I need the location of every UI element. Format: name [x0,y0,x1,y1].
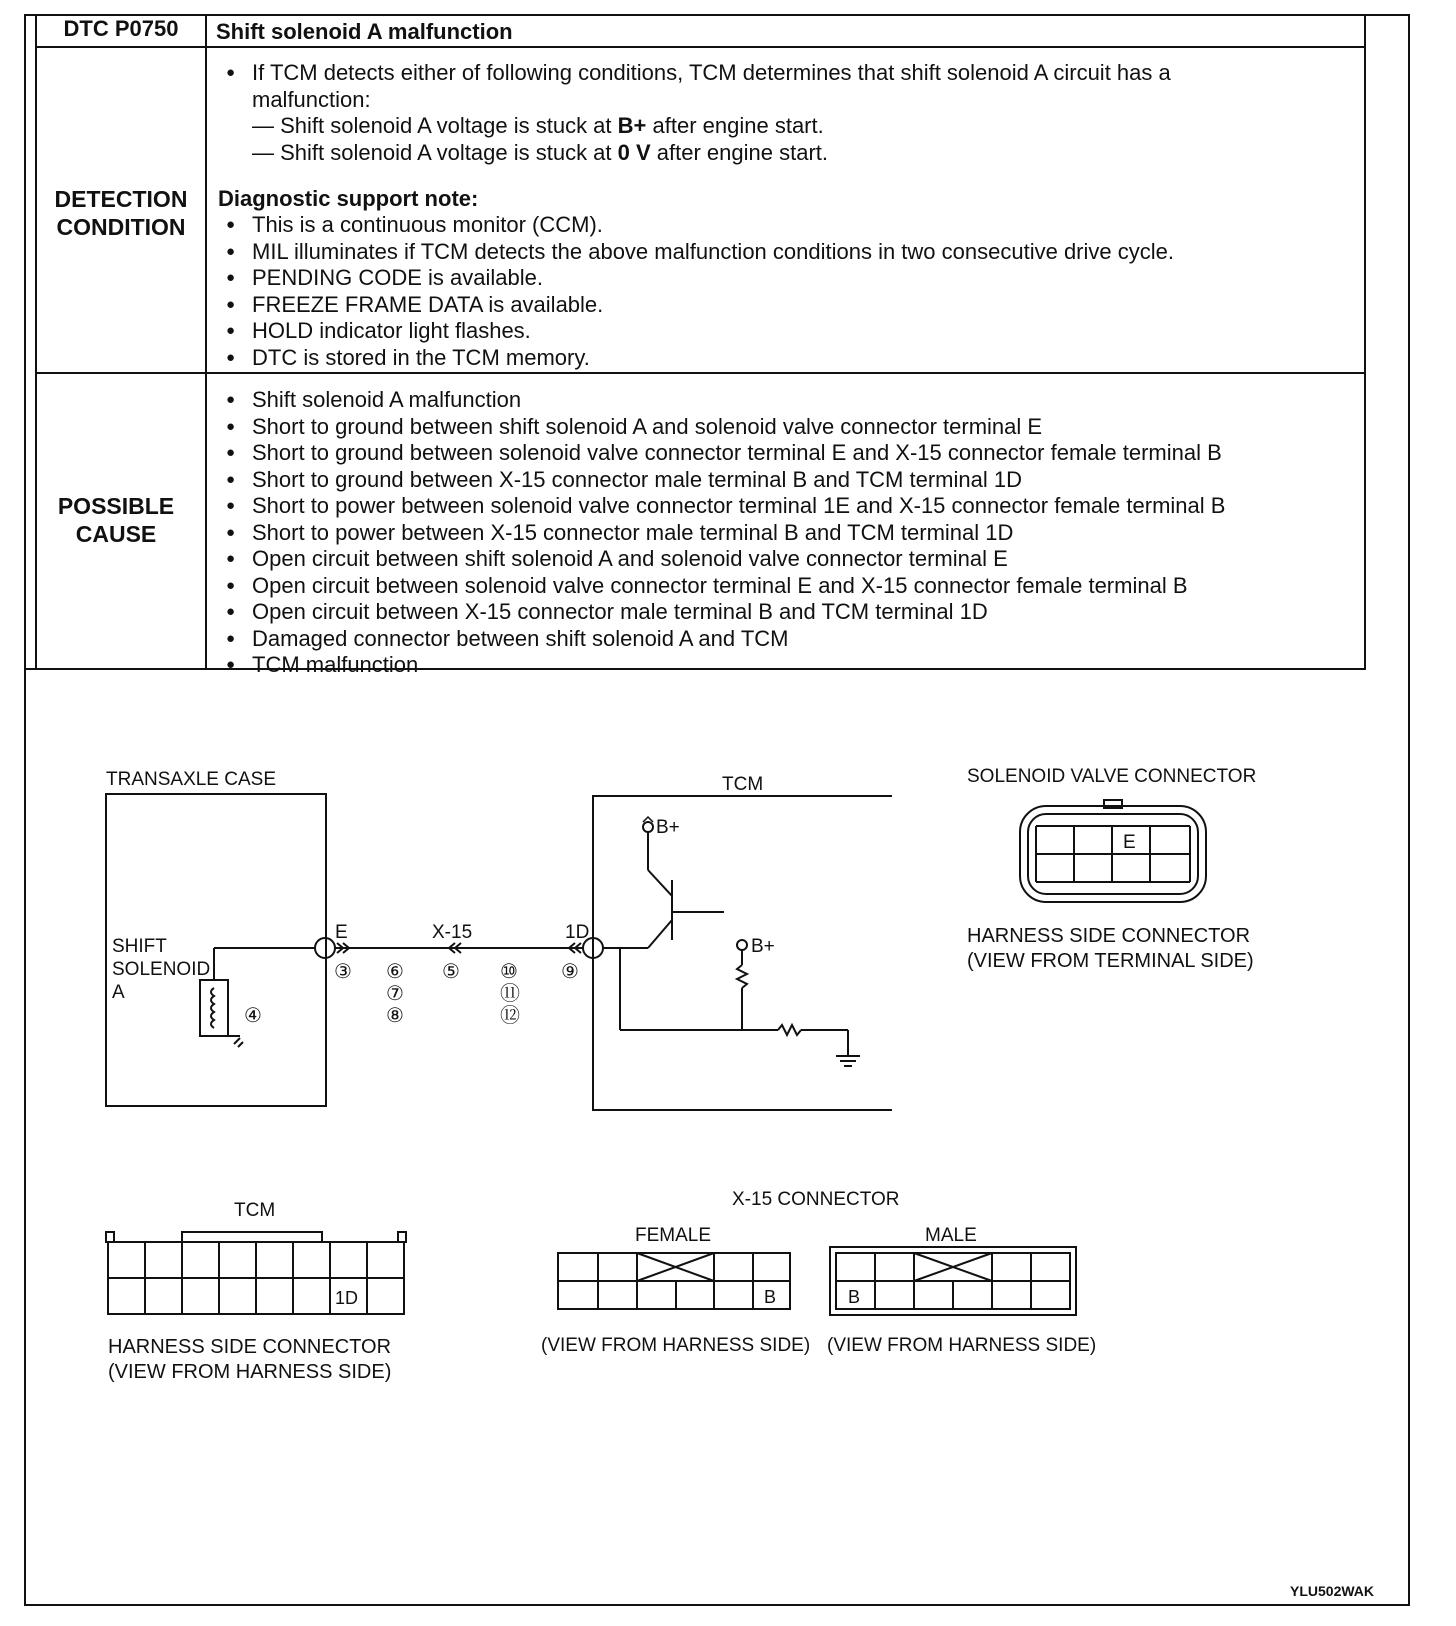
condition-1: — Shift solenoid A voltage is stuck at B+ after engine start. [252,113,824,138]
cause-item: ● Short to ground between solenoid valve connector terminal E and X-15 connector female terminal B [218,440,1225,467]
detection-label: DETECTION CONDITION [54,186,188,240]
circuit-9: ⑨ [561,961,579,983]
terminal-e-label: E [335,922,348,943]
solenoid-valve-connector [1020,800,1206,902]
cause-item: ● Shift solenoid A malfunction [218,387,1225,414]
female-caption: (VIEW FROM HARNESS SIDE) [541,1335,811,1356]
cause-item: ● Short to ground between X-15 connector male terminal B and TCM terminal 1D [218,467,1225,494]
male-label: MALE [925,1225,977,1246]
detection-intro: ● If TCM detects either of following conditions, TCM determines that shift solenoid A circuit has a malfunction: [218,60,1174,113]
circuit-6: ⑥ [386,961,404,983]
note-item: ● DTC is stored in the TCM memory. [218,345,1174,372]
sv-terminal-e: E [1123,832,1136,853]
solenoid-label-3: A [112,982,125,1003]
note-item: ● This is a continuous monitor (CCM). [218,212,1174,239]
solenoid-coil [211,988,214,1028]
tcm-connector-title: TCM [234,1200,276,1221]
tcm-connector [106,1232,406,1314]
cause-item: ● Damaged connector between shift solenoid A and TCM [218,626,1225,653]
tcm-connector-1d: 1D [335,1288,359,1308]
cause-item: ● Short to power between solenoid valve connector terminal 1E and X-15 connector female terminal B [218,493,1225,520]
cause-item: ● Short to power between X-15 connector male terminal B and TCM terminal 1D [218,520,1225,547]
transistor-base-line [648,920,672,948]
male-caption: (VIEW FROM HARNESS SIDE) [827,1335,1097,1356]
sv-caption-1: HARNESS SIDE CONNECTOR [967,925,1251,947]
female-terminal-b: B [764,1287,777,1307]
note-item: ● HOLD indicator light flashes. [218,318,1174,345]
tcm-caption-2: (VIEW FROM HARNESS SIDE) [108,1361,392,1383]
circuit-4: ④ [244,1005,262,1027]
sv-caption-2: (VIEW FROM TERMINAL SIDE) [967,950,1254,972]
condition-2: — Shift solenoid A voltage is stuck at 0 V after engine start. [252,139,829,165]
solenoid-valve-connector-label: SOLENOID VALVE CONNECTOR [967,766,1257,787]
circuit-12: ⑫ [500,1005,520,1027]
circuit-11: ⑪ [500,983,520,1005]
cause-item: ● Short to ground between shift solenoid A and solenoid valve connector terminal E [218,414,1225,441]
bplus-label-2: B+ [751,936,775,957]
cause-item: ● Open circuit between X-15 connector male terminal B and TCM terminal 1D [218,599,1225,626]
tcm-caption-1: HARNESS SIDE CONNECTOR [108,1336,392,1358]
transaxle-case-label: TRANSAXLE CASE [106,769,276,790]
dtc-code: DTC P0750 [63,16,179,41]
circuit-7: ⑦ [386,983,404,1005]
bplus-label-1: B+ [656,817,680,838]
dtc-title: Shift solenoid A malfunction [216,19,513,44]
cause-item: ● Open circuit between solenoid valve connector terminal E and X-15 connector female terminal B [218,573,1225,600]
cause-item: ● Open circuit between shift solenoid A and solenoid valve connector terminal E [218,546,1225,573]
note-item: ● FREEZE FRAME DATA is available. [218,292,1174,319]
solenoid-label-1: SHIFT [112,936,167,957]
note-item: ● MIL illuminates if TCM detects the above malfunction conditions in two consecutive drive cycle. [218,239,1174,266]
female-label: FEMALE [635,1225,712,1246]
possible-cause-label: POSSIBLE CAUSE [57,493,175,547]
diagnostic-note-title: Diagnostic support note: [218,186,479,211]
x15-label: X-15 [432,922,473,943]
figure-code: YLU502WAK [1290,1583,1375,1599]
pulldown-resistor [778,1025,801,1035]
circuit-8: ⑧ [386,1005,404,1027]
circuit-5: ⑤ [442,961,460,983]
cause-item: ● TCM malfunction [218,652,1225,679]
terminal-1d-label: 1D [565,922,590,943]
solenoid-label-2: SOLENOID [112,959,211,980]
bplus-terminal-2 [737,940,747,950]
note-item: ● PENDING CODE is available. [218,265,1174,292]
x15-male-connector [830,1247,1076,1315]
circuit-3: ③ [334,961,352,983]
transistor-collector [648,870,672,896]
tcm-label: TCM [722,774,764,795]
x15-connector-label: X-15 CONNECTOR [732,1189,900,1210]
male-terminal-b: B [848,1287,861,1307]
bplus-terminal-1 [643,822,653,832]
pullup-resistor [737,965,747,988]
circuit-10: ⑩ [500,961,518,983]
x15-female-connector [558,1253,790,1309]
